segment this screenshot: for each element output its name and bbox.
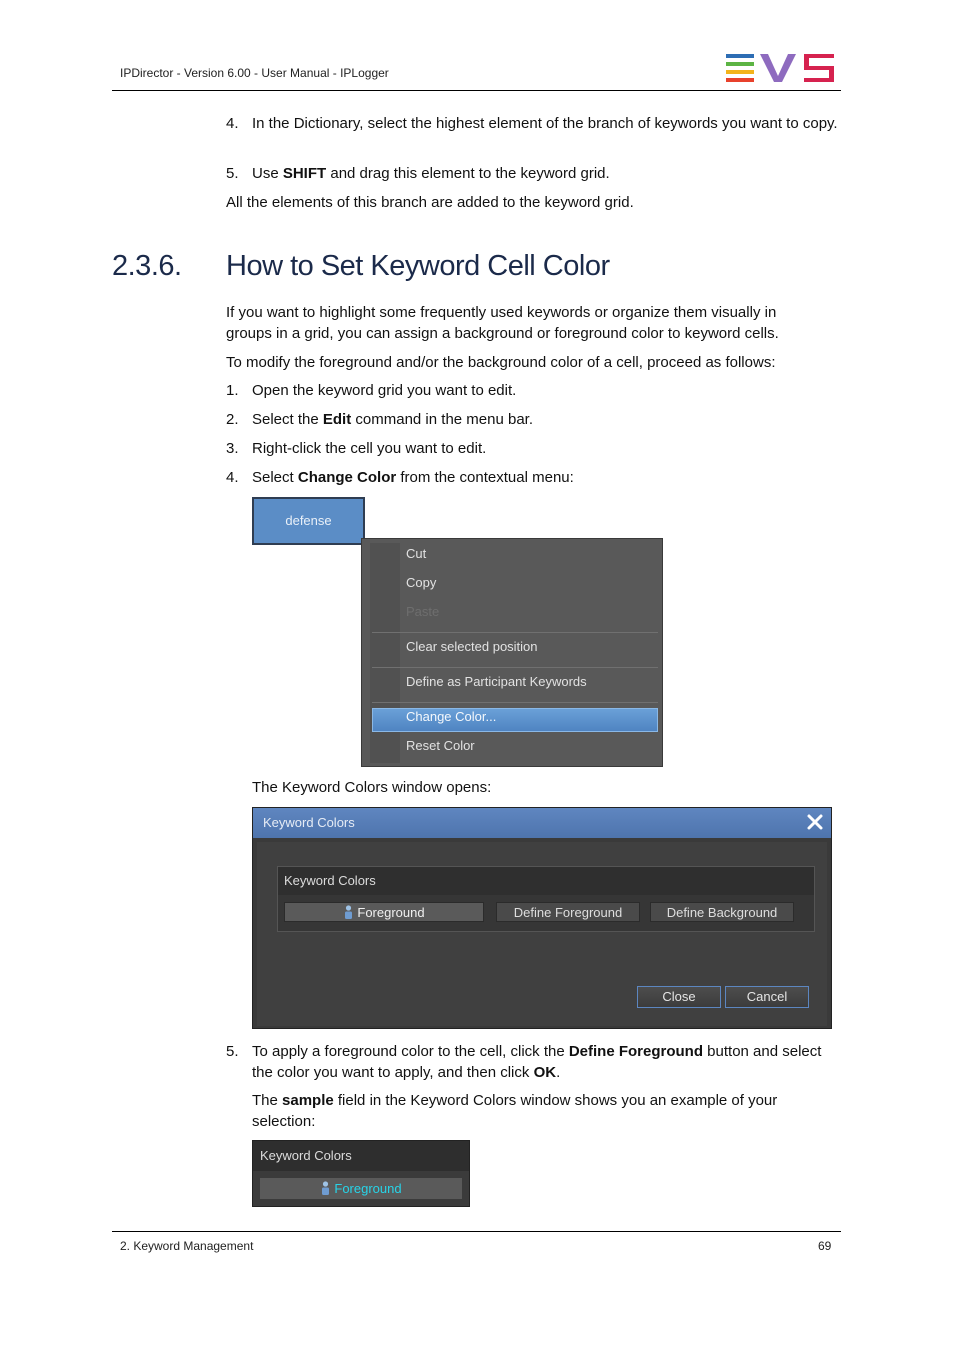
menu-item-copy[interactable]: Copy [406, 575, 437, 590]
step-text: Right-click the cell you want to edit. [252, 440, 487, 457]
menu-item-paste[interactable]: Paste [406, 604, 440, 619]
sample-field: Foreground [260, 1178, 462, 1199]
window-title: Keyword Colors [263, 815, 355, 830]
page-number: 69 [818, 1239, 832, 1253]
step-number: 3. [226, 440, 239, 457]
branch-note: All the elements of this branch are added to the keyword grid. [226, 194, 634, 211]
footer-chapter: 2. Keyword Management [120, 1239, 254, 1253]
step-text: To apply a foreground color to the cell, click the Define Foreground button and select the color you want to apply, and then click OK. [252, 1043, 822, 1081]
step-number: 1. [226, 382, 239, 399]
menu-separator [372, 632, 658, 633]
keyword-cell[interactable]: defense [252, 497, 365, 545]
keyword-colors-group [277, 866, 815, 932]
keyword-colors-window [252, 807, 832, 1029]
intro-paragraph-2: To modify the foreground and/or the background color of a cell, proceed as follows: [226, 354, 776, 371]
keyword-colors-sample-panel [252, 1140, 470, 1207]
define-background-button[interactable]: Define Background [650, 902, 794, 922]
step-number: 4. [226, 115, 239, 132]
window-body [257, 842, 827, 1026]
step-text: Open the keyword grid you want to edit. [252, 382, 517, 399]
person-icon [343, 905, 354, 919]
step-number: 4. [226, 469, 239, 486]
person-icon [320, 1181, 331, 1195]
close-button[interactable]: Close [637, 986, 721, 1008]
menu-item-clear-position[interactable]: Clear selected position [406, 639, 538, 654]
context-menu [361, 538, 663, 767]
cancel-button[interactable]: Cancel [725, 986, 809, 1008]
step-text: In the Dictionary, select the highest element of the branch of keywords you want to copy. [252, 115, 838, 132]
menu-item-cut[interactable]: Cut [406, 546, 427, 561]
header-divider [112, 90, 841, 91]
footer-divider [112, 1231, 841, 1232]
window-titlebar [253, 808, 831, 838]
define-foreground-button[interactable]: Define Foreground [496, 902, 640, 922]
menu-separator [372, 667, 658, 668]
menu-item-change-color[interactable]: Change Color... [406, 709, 497, 724]
sample-note: The sample field in the Keyword Colors window shows you an example of your selection: [252, 1092, 778, 1130]
step-number: 5. [226, 165, 239, 182]
step-number: 5. [226, 1043, 239, 1060]
close-icon[interactable] [805, 812, 825, 832]
menu-item-define-participant[interactable]: Define as Participant Keywords [406, 674, 587, 689]
menu-item-reset-color[interactable]: Reset Color [406, 738, 475, 753]
step-number: 2. [226, 411, 239, 428]
header-title: IPDirector - Version 6.00 - User Manual - IPLogger [120, 66, 389, 80]
section-number: 2.3.6. [112, 250, 182, 282]
evs-logo [726, 54, 834, 82]
window-opens-caption: The Keyword Colors window opens: [252, 779, 492, 796]
step-text: Select Change Color from the contextual menu: [252, 469, 574, 486]
step-text: Select the Edit command in the menu bar. [252, 411, 533, 428]
sample-field: Foreground [284, 902, 484, 922]
section-title: How to Set Keyword Cell Color [226, 250, 610, 282]
panel-header: Keyword Colors [253, 1141, 469, 1171]
group-header: Keyword Colors [278, 867, 814, 895]
step-text: Use SHIFT and drag this element to the keyword grid. [252, 165, 610, 182]
menu-separator [372, 702, 658, 703]
intro-paragraph: If you want to highlight some frequently used keywords or organize them visually in groups in a grid, you can assign a background or foreground color to keyword cells. [226, 304, 779, 342]
